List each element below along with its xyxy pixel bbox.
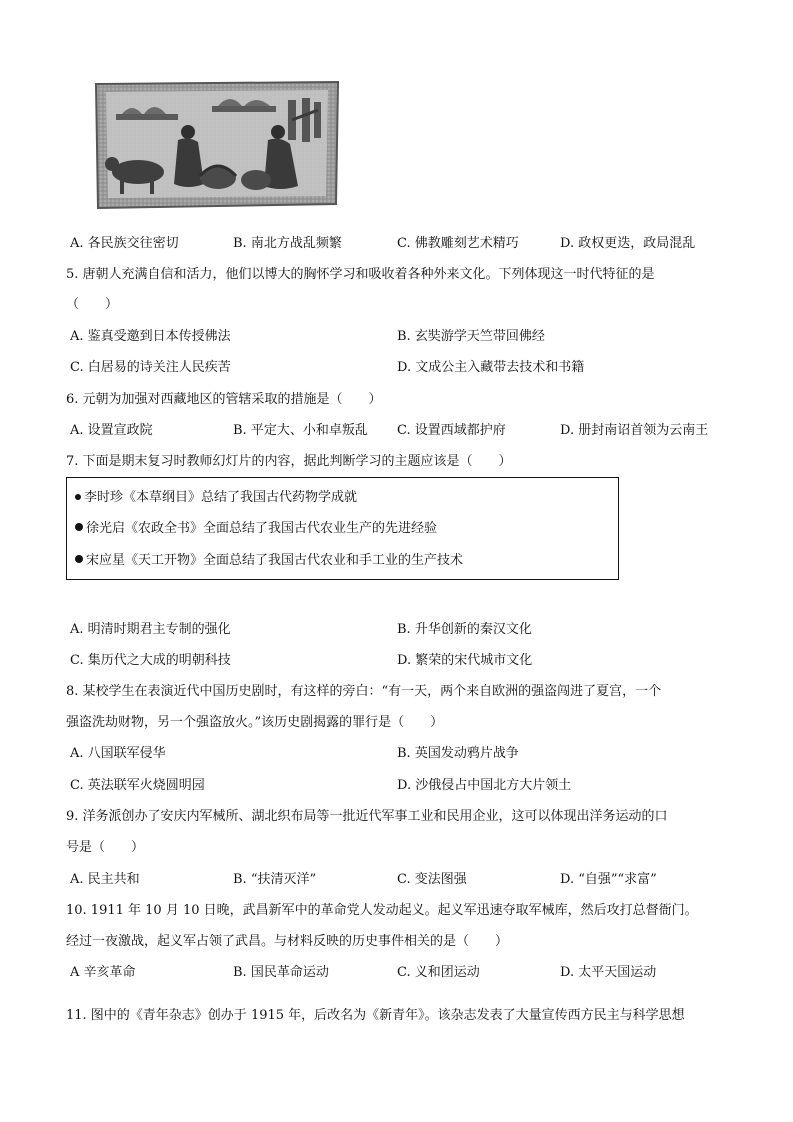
q7-option-d: D. 繁荣的宋代城市文化 bbox=[397, 653, 533, 668]
q6-option-a: A. 设置宣政院 bbox=[70, 423, 153, 438]
relief-illustration bbox=[92, 80, 340, 212]
q7-slide-text-2: 徐光启《农政全书》全面总结了我国古代农业生产的先进经验 bbox=[86, 521, 438, 536]
q5-stem-line1: 5. 唐朝人充满自信和活力，他们以博大的胸怀学习和吸收着各种外来文化。下列体现这一时代特征的是 bbox=[66, 267, 655, 282]
q5-option-c: C. 白居易的诗关注人民疾苦 bbox=[70, 360, 231, 375]
q9-stem-line1: 9. 洋务派创办了安庆内军械所、湖北织布局等一批近代军事工业和民用企业，这可以体现出洋务运动的口 bbox=[66, 809, 668, 824]
q9-stem-line2: 号是（ ） bbox=[66, 840, 145, 855]
q11-stem-line1: 11. 图中的《青年杂志》创办于 1915 年，后改名为《新青年》。该杂志发表了大量宣传西方民主与科学思想 bbox=[66, 1008, 685, 1023]
q5-option-d: D. 文成公主入藏带去技术和书籍 bbox=[397, 360, 585, 375]
q5-option-a: A. 鉴真受邀到日本传授佛法 bbox=[70, 329, 231, 344]
bullet-icon bbox=[75, 494, 81, 500]
q4-option-d: D. 政权更迭，政局混乱 bbox=[560, 236, 696, 251]
q6-stem: 6. 元朝为加强对西藏地区的管辖采取的措施是（ ） bbox=[66, 392, 382, 407]
q7-option-b: B. 升华创新的秦汉文化 bbox=[397, 622, 532, 637]
q4-option-a: A. 各民族交往密切 bbox=[70, 236, 179, 251]
q10-stem-line1: 10. 1911 年 10 月 10 日晚，武昌新军中的革命党人发动起义。起义军迅速夺取军械库，然后攻打总督衙门。 bbox=[66, 903, 698, 918]
q7-slide-item-3 bbox=[75, 552, 463, 570]
q9-option-d: D. “自强”“求富” bbox=[560, 872, 657, 887]
q10-option-d: D. 太平天国运动 bbox=[560, 965, 657, 980]
q7-stem: 7. 下面是期末复习时教师幻灯片的内容，据此判断学习的主题应该是（ ） bbox=[66, 454, 512, 469]
bullet-icon bbox=[75, 555, 83, 563]
q10-option-b: B. 国民革命运动 bbox=[233, 965, 329, 980]
q7-slide-item-2 bbox=[75, 520, 437, 538]
q7-slide-item-1 bbox=[75, 489, 357, 507]
q8-option-b: B. 英国发动鸦片战争 bbox=[397, 746, 519, 761]
q7-option-c: C. 集历代之大成的明朝科技 bbox=[70, 653, 231, 668]
q6-option-c: C. 设置西域都护府 bbox=[397, 423, 506, 438]
q9-option-b: B. “扶清灭洋” bbox=[233, 872, 317, 887]
q8-option-c: C. 英法联军火烧圆明园 bbox=[70, 778, 205, 793]
q8-stem-line1: 8. 某校学生在表演近代中国历史剧时，有这样的旁白：“有一天，两个来自欧洲的强盗闯进了夏宫，一个 bbox=[66, 684, 662, 699]
q9-option-c: C. 变法图强 bbox=[397, 872, 467, 887]
q7-slide-text-3: 宋应星《天工开物》全面总结了我国古代农业和手工业的生产技术 bbox=[86, 553, 464, 568]
q8-option-a: A. 八国联军侵华 bbox=[70, 746, 166, 761]
q6-option-d: D. 册封南诏首领为云南王 bbox=[560, 423, 709, 438]
relief-image bbox=[92, 80, 340, 212]
q10-option-a: A 辛亥革命 bbox=[70, 965, 136, 980]
q5-option-b: B. 玄奘游学天竺带回佛经 bbox=[397, 329, 545, 344]
q8-option-d: D. 沙俄侵占中国北方大片领土 bbox=[397, 778, 572, 793]
q6-option-b: B. 平定大、小和卓叛乱 bbox=[233, 423, 368, 438]
q4-option-b: B. 南北方战乱频繁 bbox=[233, 236, 342, 251]
q10-stem-line2: 经过一夜激战，起义军占领了武昌。与材料反映的历史事件相关的是（ ） bbox=[66, 934, 509, 949]
q8-stem-line2: 强盗洗劫财物，另一个强盗放火。”该历史剧揭露的罪行是（ ） bbox=[66, 715, 444, 730]
q5-stem-line2: （ ） bbox=[66, 297, 119, 312]
q4-option-c: C. 佛教雕刻艺术精巧 bbox=[397, 236, 519, 251]
q7-slide-box bbox=[66, 477, 619, 580]
bullet-icon bbox=[75, 523, 83, 531]
q9-option-a: A. 民主共和 bbox=[70, 872, 140, 887]
q7-slide-text-1: 李时珍《本草纲目》总结了我国古代药物学成就 bbox=[84, 490, 358, 505]
q10-option-c: C. 义和团运动 bbox=[397, 965, 480, 980]
q7-option-a: A. 明清时期君主专制的强化 bbox=[70, 622, 231, 637]
